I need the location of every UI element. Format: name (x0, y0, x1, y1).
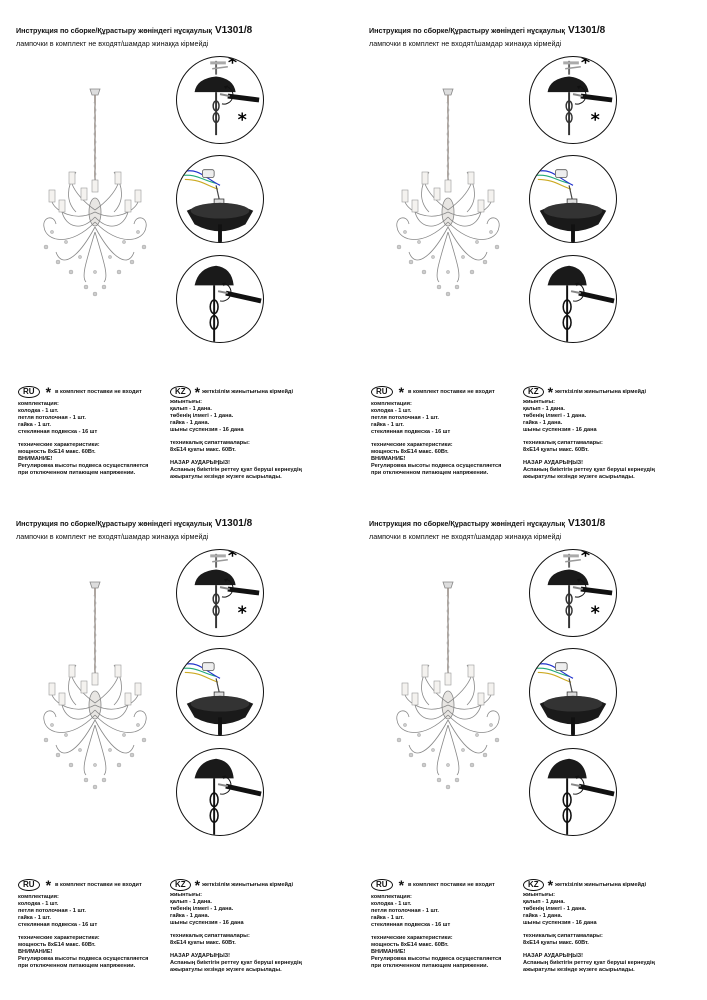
step-3-fixing-circle (529, 255, 617, 343)
ru-section (371, 385, 541, 477)
kz-badge: KZ (170, 386, 191, 398)
kz-text: жиынтығы: қалып - 1 дана. төбенің ілмегі - 1 дана. гайка - 1 дана. шыны суспензия - 16 дана техникалық сипаттамалары: 8хЕ14 қуаты макс. 60Вт. НАЗАР АУДАРЫҢЫЗ! Аспаның биіктігін реттеу қуат беруші кернеудің ажыратулы кезінде жүзеге асырылады. (523, 892, 655, 973)
chandelier-illustration (389, 62, 507, 312)
ru-badge: RU (18, 879, 40, 891)
ru-section (371, 878, 541, 970)
chandelier-illustration (36, 555, 154, 805)
step-3-fixing-circle (176, 748, 264, 836)
instruction-title: Инструкция по сборке/Құрастыру жөніндегі нұсқаулық V1301/8 (16, 25, 253, 36)
kz-badge: KZ (170, 879, 191, 891)
chandelier-illustration (389, 555, 507, 805)
ru-section (18, 878, 188, 970)
asterisk-icon: * (194, 384, 201, 400)
ru-text: комплектация: колодка - 1 шт. петля потолочная - 1 шт. гайка - 1 шт. стеклянная подвеска - 16 шт технические характеристики: мощность 8хЕ14 макс. 60Вт. ВНИМАНИЕ! Регулировка высоты подвеса осуществляется при отключенном питающем напряжении. (371, 401, 502, 476)
step-1-canopy-circle (176, 549, 264, 637)
ru-text: комплектация: колодка - 1 шт. петля потолочная - 1 шт. гайка - 1 шт. стеклянная подвеска - 16 шт технические характеристики: мощность 8хЕ14 макс. 60Вт. ВНИМАНИЕ! Регулировка высоты подвеса осуществляется при отключенном питающем напряжении. (18, 401, 149, 476)
model-code: V1301/8 (567, 25, 606, 36)
instruction-subtitle: лампочки в комплект не входят/шамдар жинаққа кірмейді (369, 532, 562, 541)
ru-badge: RU (371, 386, 393, 398)
kz-section (170, 385, 350, 481)
asterisk-icon: * (45, 384, 52, 400)
instruction-title: Инструкция по сборке/Құрастыру жөніндегі нұсқаулық V1301/8 (369, 518, 606, 529)
instruction-sheet (353, 0, 706, 500)
instruction-sheet (353, 493, 706, 993)
step-2-wiring-circle (529, 648, 617, 736)
kz-section (170, 878, 350, 974)
step-1-canopy-circle (176, 56, 264, 144)
instruction-sheet (0, 493, 353, 993)
step-1-canopy-circle (529, 549, 617, 637)
instruction-sheet (0, 0, 353, 500)
svg-text:*: * (237, 603, 247, 624)
ru-note: в комплект поставки не входит (55, 389, 142, 395)
ru-note: в комплект поставки не входит (408, 389, 495, 395)
instruction-subtitle: лампочки в комплект не входят/шамдар жинаққа кірмейді (16, 532, 209, 541)
chandelier-illustration (36, 62, 154, 312)
kz-text: жиынтығы: қалып - 1 дана. төбенің ілмегі - 1 дана. гайка - 1 дана. шыны суспензия - 16 дана техникалық сипаттамалары: 8хЕ14 қуаты макс. 60Вт. НАЗАР АУДАРЫҢЫЗ! Аспаның биіктігін реттеу қуат беруші кернеудің ажыратулы кезінде жүзеге асырылады. (170, 892, 302, 973)
model-code: V1301/8 (214, 25, 253, 36)
kz-section (523, 385, 703, 481)
asterisk-icon: * (194, 877, 201, 893)
ru-note: в комплект поставки не входит (55, 882, 142, 888)
instruction-subtitle: лампочки в комплект не входят/шамдар жинаққа кірмейді (369, 39, 562, 48)
ru-section (18, 385, 188, 477)
kz-badge: KZ (523, 879, 544, 891)
ru-badge: RU (18, 386, 40, 398)
asterisk-icon: * (398, 877, 405, 893)
kz-text: жиынтығы: қалып - 1 дана. төбенің ілмегі - 1 дана. гайка - 1 дана. шыны суспензия - 16 дана техникалық сипаттамалары: 8хЕ14 қуаты макс. 60Вт. НАЗАР АУДАРЫҢЫЗ! Аспаның биіктігін реттеу қуат беруші кернеудің ажыратулы кезінде жүзеге асырылады. (523, 399, 655, 480)
instruction-subtitle: лампочки в комплект не входят/шамдар жинаққа кірмейді (16, 39, 209, 48)
kz-note: жеткізілім жинытығына кірмейді (202, 882, 293, 888)
step-2-wiring-circle (176, 648, 264, 736)
svg-text:*: * (580, 57, 591, 74)
ru-note: в комплект поставки не входит (408, 882, 495, 888)
model-code: V1301/8 (214, 518, 253, 529)
step-2-wiring-circle (529, 155, 617, 243)
asterisk-icon: * (398, 384, 405, 400)
svg-text:*: * (227, 550, 238, 567)
ru-text: комплектация: колодка - 1 шт. петля потолочная - 1 шт. гайка - 1 шт. стеклянная подвеска - 16 шт технические характеристики: мощность 8хЕ14 макс. 60Вт. ВНИМАНИЕ! Регулировка высоты подвеса осуществляется при отключенном питающем напряжении. (18, 894, 149, 969)
svg-text:*: * (237, 110, 247, 131)
kz-note: жеткізілім жинытығына кірмейді (555, 389, 646, 395)
instruction-title: Инструкция по сборке/Құрастыру жөніндегі нұсқаулық V1301/8 (369, 25, 606, 36)
kz-text: жиынтығы: қалып - 1 дана. төбенің ілмегі - 1 дана. гайка - 1 дана. шыны суспензия - 16 дана техникалық сипаттамалары: 8хЕ14 қуаты макс. 60Вт. НАЗАР АУДАРЫҢЫЗ! Аспаның биіктігін реттеу қуат беруші кернеудің ажыратулы кезінде жүзеге асырылады. (170, 399, 302, 480)
asterisk-icon: * (45, 877, 52, 893)
svg-text:*: * (590, 110, 600, 131)
kz-badge: KZ (523, 386, 544, 398)
step-3-fixing-circle (529, 748, 617, 836)
kz-section (523, 878, 703, 974)
kz-note: жеткізілім жинытығына кірмейді (555, 882, 646, 888)
instruction-title: Инструкция по сборке/Құрастыру жөніндегі нұсқаулық V1301/8 (16, 518, 253, 529)
step-3-fixing-circle (176, 255, 264, 343)
ru-badge: RU (371, 879, 393, 891)
kz-note: жеткізілім жинытығына кірмейді (202, 389, 293, 395)
asterisk-icon: * (547, 877, 554, 893)
ru-text: комплектация: колодка - 1 шт. петля потолочная - 1 шт. гайка - 1 шт. стеклянная подвеска - 16 шт технические характеристики: мощность 8хЕ14 макс. 60Вт. ВНИМАНИЕ! Регулировка высоты подвеса осуществляется при отключенном питающем напряжении. (371, 894, 502, 969)
model-code: V1301/8 (567, 518, 606, 529)
svg-text:*: * (227, 57, 238, 74)
asterisk-icon: * (547, 384, 554, 400)
step-1-canopy-circle (529, 56, 617, 144)
step-2-wiring-circle (176, 155, 264, 243)
svg-text:*: * (580, 550, 591, 567)
svg-text:*: * (590, 603, 600, 624)
